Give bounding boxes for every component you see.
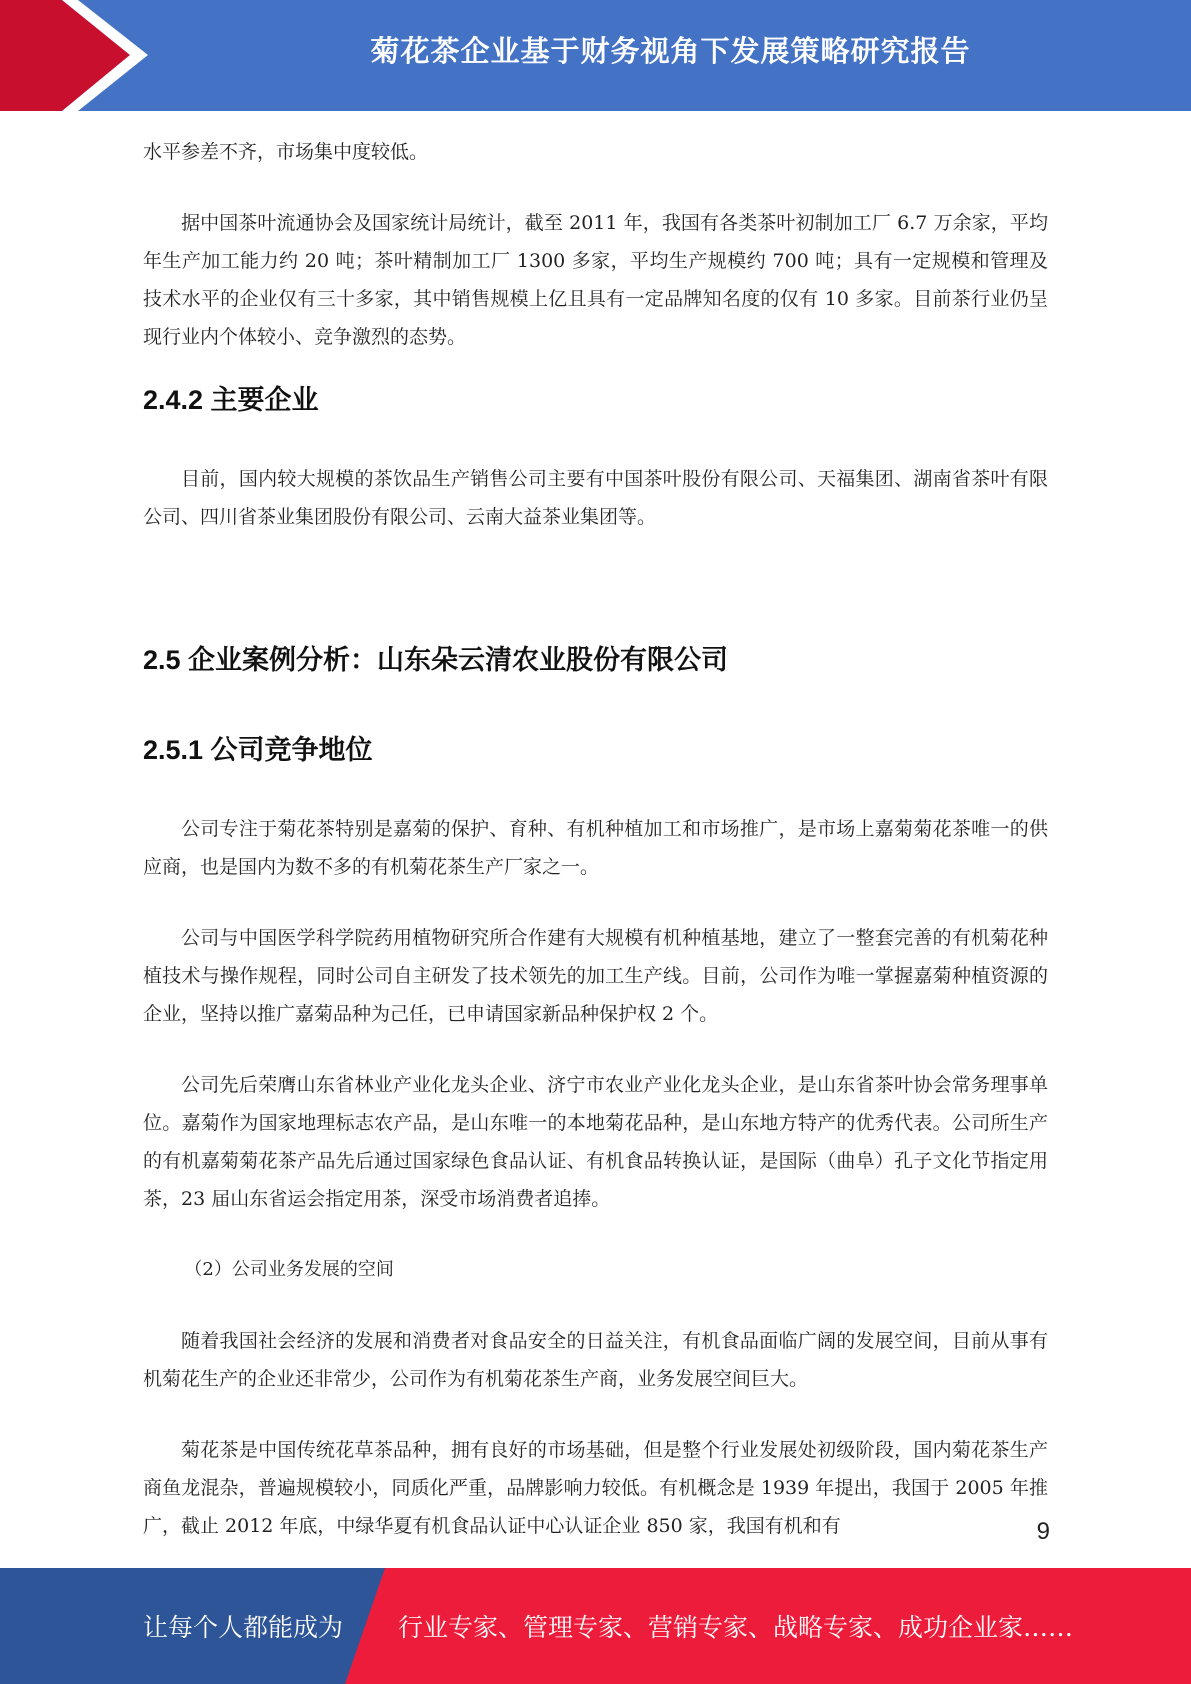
- paragraph-major-companies: 目前，国内较大规模的茶饮品生产销售公司主要有中国茶叶股份有限公司、天福集团、湖南省茶叶有限公司、四川省茶业集团股份有限公司、云南大益茶业集团等。: [143, 468, 1048, 528]
- page-number: 9: [1036, 1518, 1050, 1545]
- footer-slogan-left: 让每个人都能成为: [143, 1613, 344, 1642]
- subheading-business-space: （2）公司业务发展的空间: [184, 1259, 394, 1280]
- report-title: 菊花茶企业基于财务视角下发展策略研究报告: [370, 35, 971, 68]
- paragraph-honors: 公司先后荣膺山东省林业产业化龙头企业、济宁市农业产业化龙头企业，是山东省茶叶协会常务理事单位。嘉菊作为国家地理标志农产品，是山东唯一的本地菊花品种，是山东地方特产的优秀代表。公司所生产的有机嘉菊菊花茶产品先后通过国家绿色食品认证、有机食品转换认证，是国际（曲阜）孔子文化节指定用茶，23 届山东省运会指定用茶，深受市场消费者追捧。: [143, 1074, 1048, 1210]
- document-body: [143, 133, 1048, 1545]
- paragraph-chrysanthemum-tea: 菊花茶是中国传统花草茶品种，拥有良好的市场基础，但是整个行业发展处初级阶段，国内菊花茶生产商鱼龙混杂，普遍规模较小，同质化严重，品牌影响力较低。有机概念是 1939 年提出，我国于 2005 年推广，截止 2012 年底，中绿华夏有机食品认证中心认证企业 850 家，我国有机和有: [143, 1439, 1048, 1537]
- page-header: [0, 0, 1191, 111]
- paragraph-statistics: 据中国茶叶流通协会及国家统计局统计，截至 2011 年，我国有各类茶叶初制加工厂 6.7 万余家，平均年生产加工能力约 20 吨；茶叶精制加工厂 1300 多家，平均生产规模约 700 吨；具有一定规模和管理及技术水平的企业仅有三十多家，其中销售规模上亿且具有一定品牌知名度的仅有 10 多家。目前茶行业仍呈现行业内个体较小、竞争激烈的态势。: [143, 212, 1048, 348]
- paragraph-company-focus: 公司专注于菊花茶特别是嘉菊的保护、育种、有机种植加工和市场推广，是市场上嘉菊菊花茶唯一的供应商，也是国内为数不多的有机菊花茶生产厂家之一。: [143, 818, 1048, 878]
- paragraph-development-space: 随着我国社会经济的发展和消费者对食品安全的日益关注，有机食品面临广阔的发展空间，目前从事有机菊花生产的企业还非常少，公司作为有机菊花茶生产商，业务发展空间巨大。: [143, 1330, 1048, 1390]
- footer-slogan-right: 行业专家、管理专家、营销专家、战略专家、成功企业家……: [398, 1613, 1074, 1642]
- paragraph-continued: 水平参差不齐，市场集中度较低。: [143, 141, 429, 163]
- header-arrow-decoration: [0, 0, 160, 111]
- page-footer: [0, 1568, 1191, 1684]
- section-heading-2-5: 2.5 企业案例分析：山东朵云清农业股份有限公司: [143, 645, 729, 675]
- section-heading-2-5-1: 2.5.1 公司竞争地位: [143, 735, 373, 765]
- section-heading-2-4-2: 2.4.2 主要企业: [143, 385, 319, 415]
- paragraph-cooperation: 公司与中国医学科学院药用植物研究所合作建有大规模有机种植基地，建立了一整套完善的有机菊花种植技术与操作规程，同时公司自主研发了技术领先的加工生产线。目前，公司作为唯一掌握嘉菊种植资源的企业，坚持以推广嘉菊品种为己任，已申请国家新品种保护权 2 个。: [143, 927, 1048, 1025]
